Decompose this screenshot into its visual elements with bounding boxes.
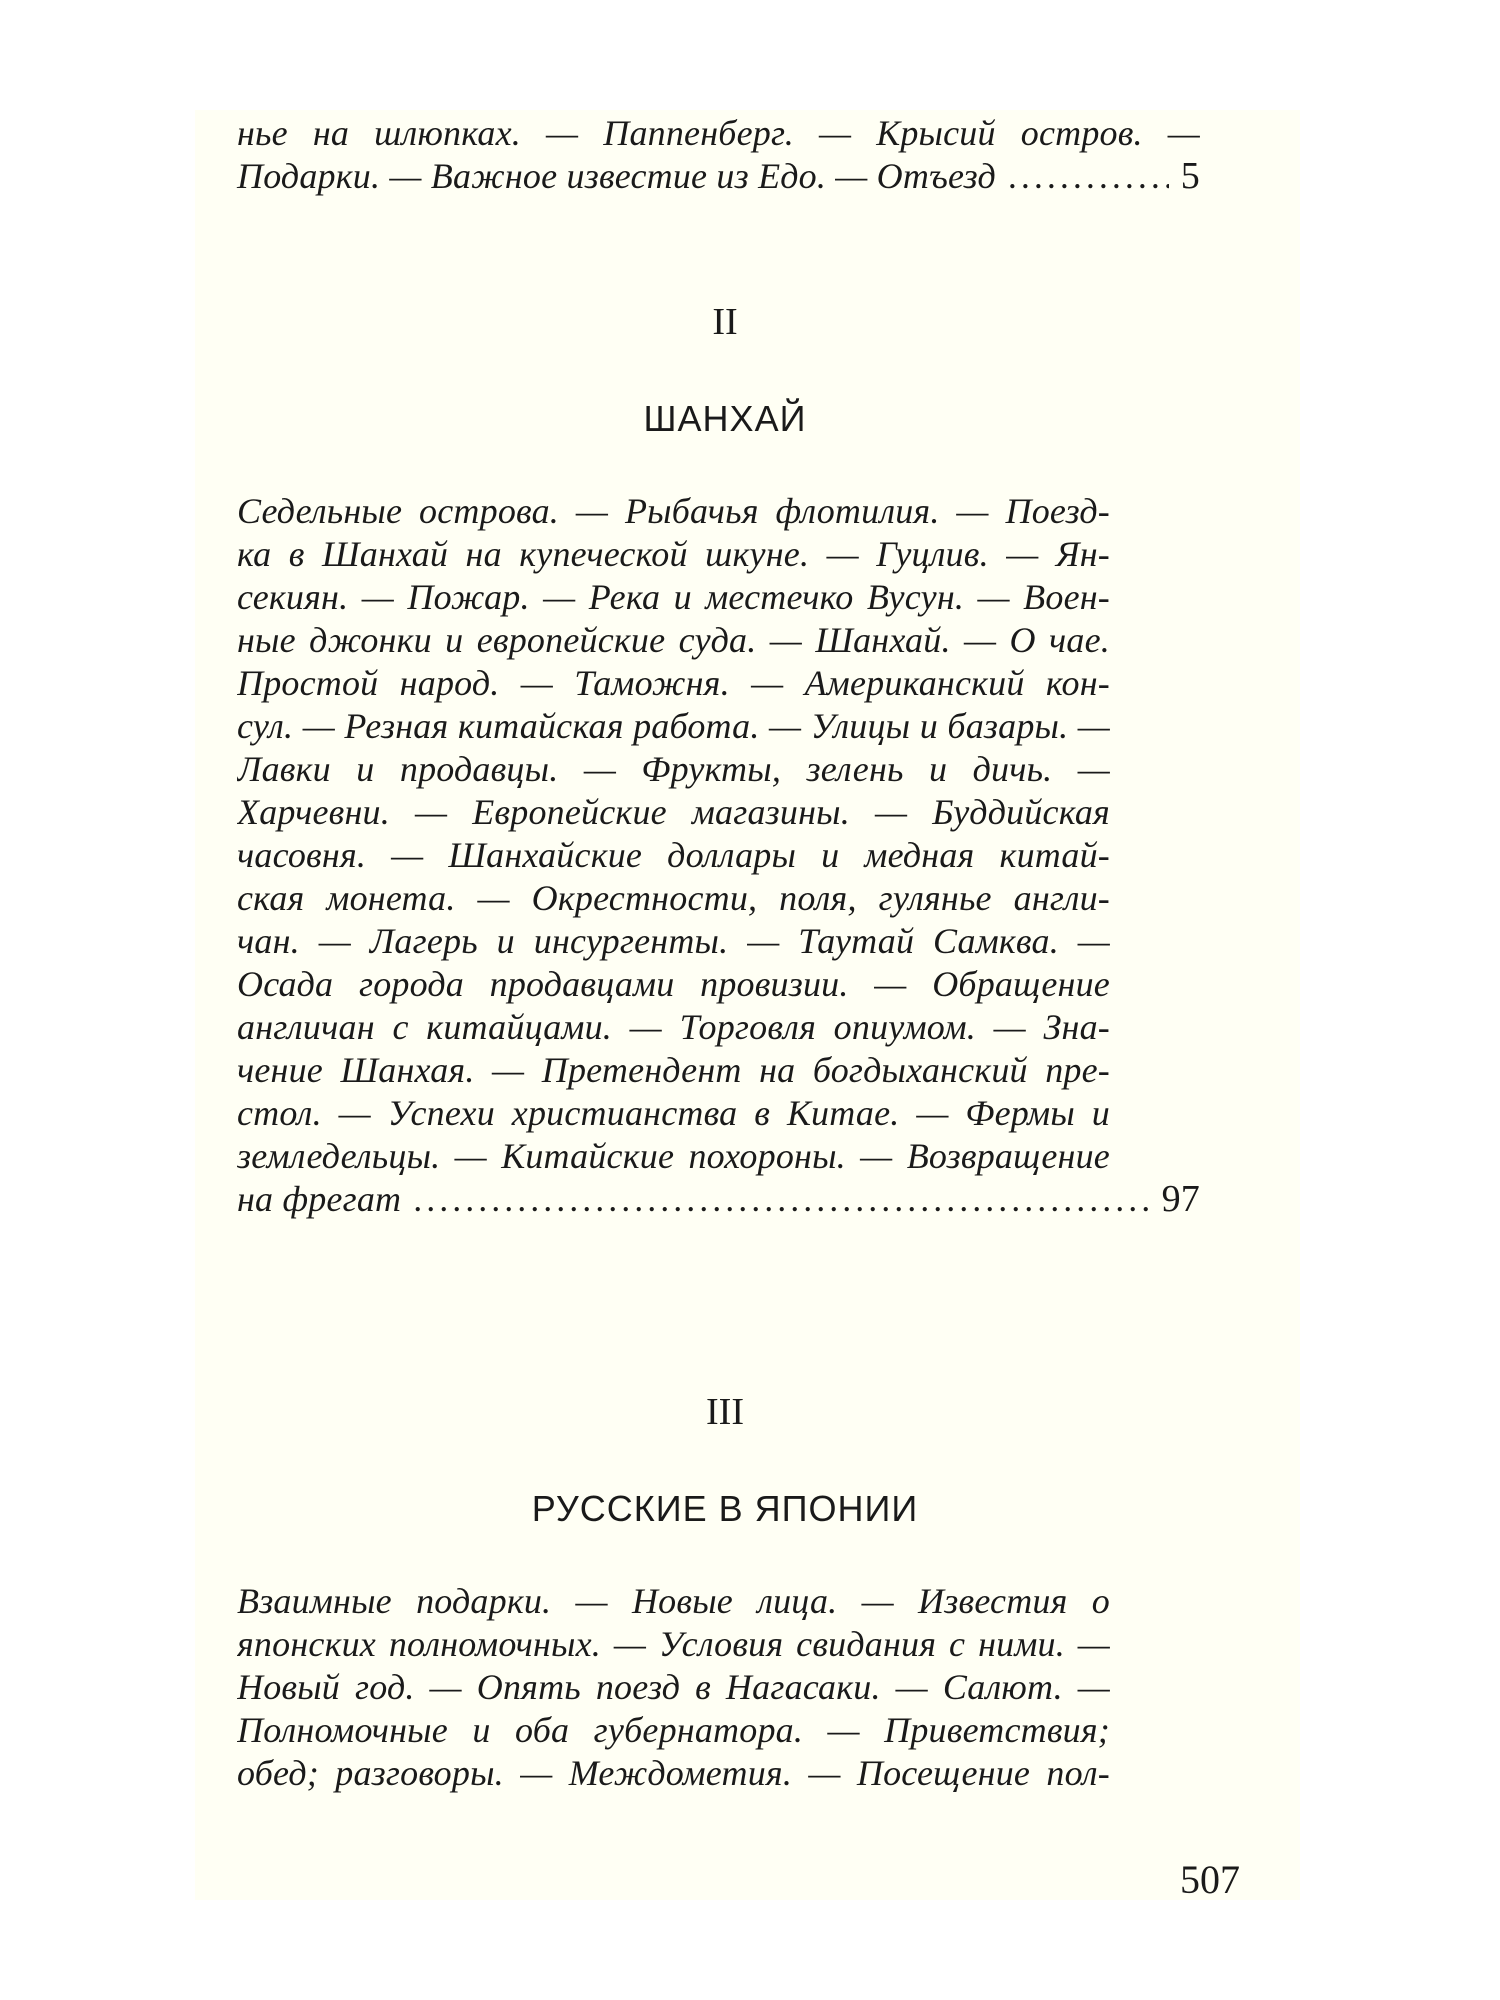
contents-line: сул. — Резная китайская работа. — Улицы и базары. —	[237, 706, 1110, 746]
contents-last-line-text: Подарки. — Важное известие из Едо. — Отъезд	[237, 156, 996, 196]
contents-line: англичан с китайцами. — Торговля опиумом. — Зна-	[237, 1007, 1110, 1047]
contents-line: Простой народ. — Таможня. — Американский кон-	[237, 663, 1110, 703]
section-3-title: РУССКИЕ В ЯПОНИИ	[531, 1488, 919, 1529]
contents-line: ка в Шанхай на купеческой шкуне. — Гуцлив. — Ян-	[237, 534, 1110, 574]
contents-last-line	[237, 155, 1200, 198]
contents-line: стол. — Успехи христианства в Китае. — Фермы и	[237, 1093, 1110, 1133]
contents-line: Седельные острова. — Рыбачья флотилия. — Поезд-	[237, 491, 1110, 531]
contents-line: Лавки и продавцы. — Фрукты, зелень и дичь. —	[237, 749, 1110, 789]
dot-leader	[413, 1178, 1149, 1221]
contents-line: нье на шлюпках. — Паппенберг. — Крысий остров. —	[237, 113, 1200, 153]
section-2-title: ШАНХАЙ	[643, 398, 807, 439]
section-2-last-entry	[237, 1178, 1200, 1221]
contents-last-line-text: на фрегат	[237, 1179, 402, 1219]
contents-line: Харчевни. — Европейские магазины. — Буддийская	[237, 792, 1110, 832]
contents-line: секиян. — Пожар. — Река и местечко Вусун. — Воен-	[237, 577, 1110, 617]
page-reference: 5	[1180, 155, 1200, 197]
contents-line: обед; разговоры. — Междометия. — Посещение пол-	[237, 1753, 1110, 1793]
section-3-numeral: III	[706, 1391, 744, 1433]
contents-line: ные джонки и европейские суда. — Шанхай. — О чае.	[237, 620, 1110, 660]
section-2-contents	[237, 490, 1110, 1178]
section-2-numeral: II	[712, 301, 738, 343]
contents-line: Осада города продавцами провизии. — Обращение	[237, 964, 1110, 1004]
contents-line: Новый год. — Опять поезд в Нагасаки. — Салют. —	[237, 1667, 1110, 1707]
contents-line: Взаимные подарки. — Новые лица. — Известия о	[237, 1581, 1110, 1621]
contents-line: чан. — Лагерь и инсургенты. — Таутай Самква. —	[237, 921, 1110, 961]
dot-leader	[1008, 155, 1169, 198]
page-reference: 97	[1161, 1178, 1200, 1220]
contents-line: Полномочные и оба губернатора. — Приветствия;	[237, 1710, 1110, 1750]
section-3-contents	[237, 1580, 1110, 1795]
contents-line: земледельцы. — Китайские похороны. — Возвращение	[237, 1136, 1110, 1176]
section-1-contents	[237, 112, 1200, 198]
contents-line: японских полномочных. — Условия свидания с ними. —	[237, 1624, 1110, 1664]
contents-line: ская монета. — Окрестности, поля, гулянье англи-	[237, 878, 1110, 918]
contents-line: часовня. — Шанхайские доллары и медная китай-	[237, 835, 1110, 875]
contents-line: чение Шанхая. — Претендент на богдыханский пре-	[237, 1050, 1110, 1090]
contents-last-line	[237, 1178, 1200, 1221]
page-number: 507	[1180, 1857, 1240, 1902]
